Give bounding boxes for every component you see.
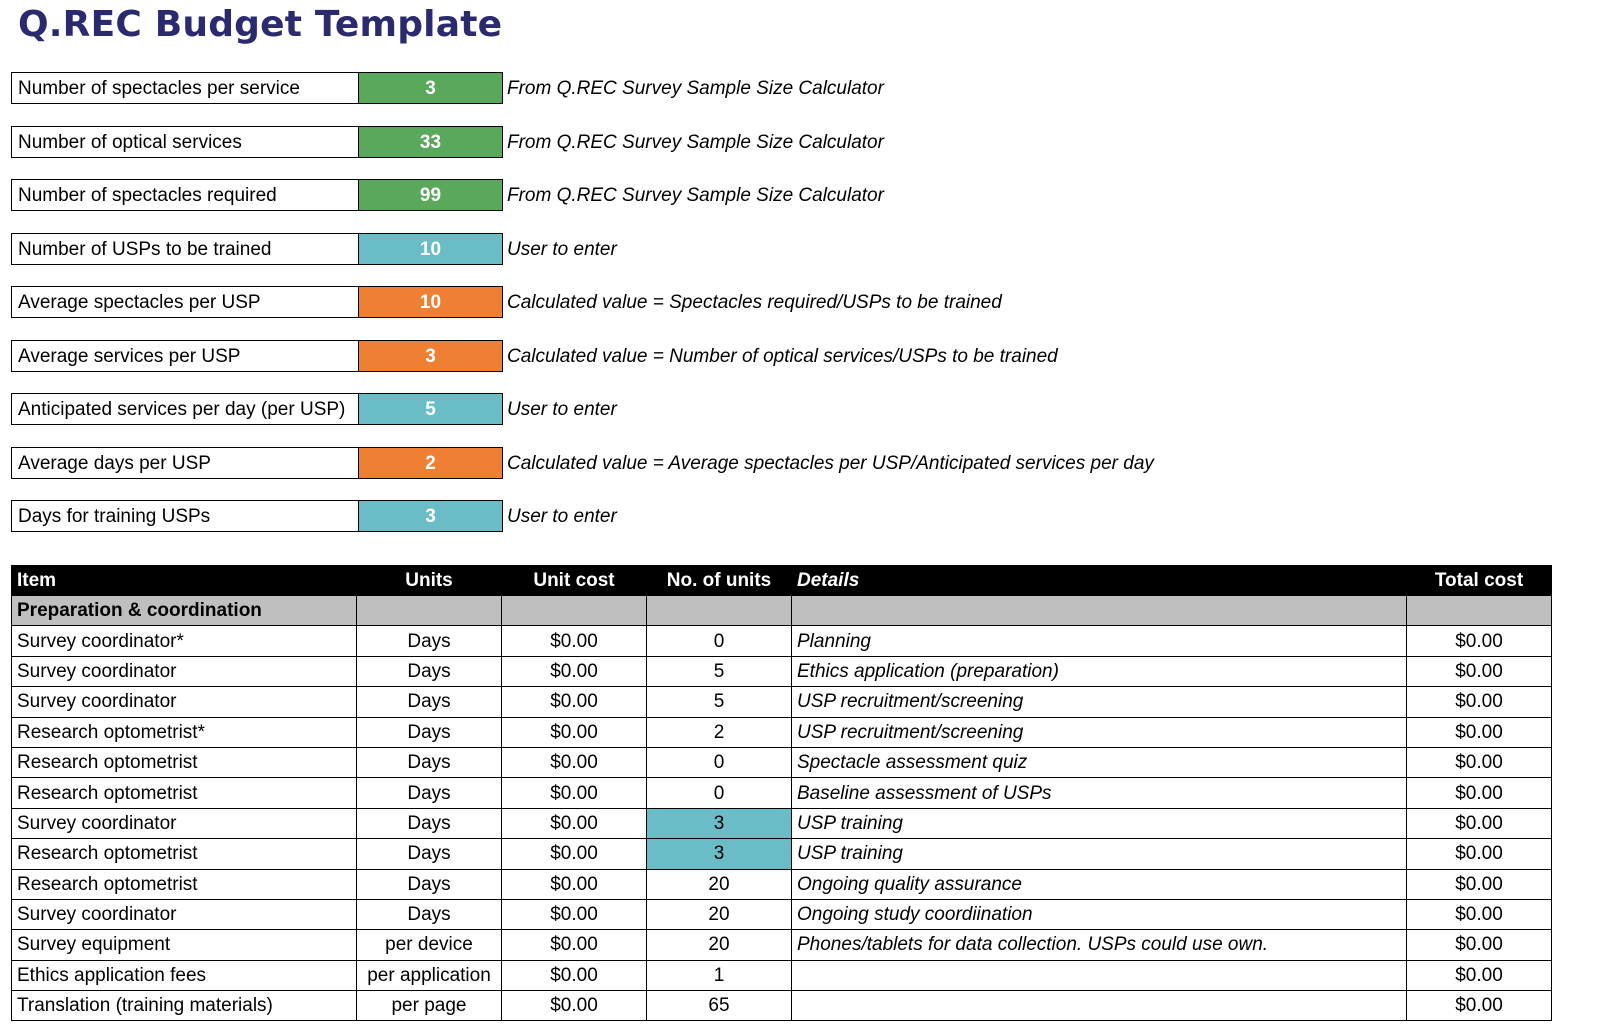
cell-details[interactable]: USP recruitment/screening <box>792 717 1407 747</box>
cell-total-cost[interactable]: $0.00 <box>1407 778 1552 808</box>
section-cell[interactable] <box>1407 596 1552 626</box>
table-row <box>12 839 1552 869</box>
parameter-value-cell[interactable]: 33 <box>358 126 503 158</box>
cell-units[interactable]: Days <box>357 626 502 656</box>
cell-no-of-units[interactable]: 20 <box>647 899 792 929</box>
cell-units[interactable]: per page <box>357 991 502 1021</box>
cell-total-cost[interactable]: $0.00 <box>1407 747 1552 777</box>
cell-unit-cost[interactable]: $0.00 <box>502 960 647 990</box>
parameter-note[interactable]: Calculated value = Spectacles required/USPs to be trained <box>507 292 1002 313</box>
section-title[interactable]: Preparation & coordination <box>12 596 357 626</box>
cell-item[interactable]: Research optometrist <box>12 839 357 869</box>
cell-total-cost[interactable]: $0.00 <box>1407 687 1552 717</box>
cell-no-of-units[interactable]: 20 <box>647 930 792 960</box>
parameter-value-cell[interactable]: 10 <box>358 286 503 318</box>
table-header-row <box>12 566 1552 596</box>
cell-no-of-units[interactable]: 1 <box>647 960 792 990</box>
parameter-label[interactable]: Number of spectacles required <box>11 179 363 211</box>
cell-no-of-units[interactable]: 5 <box>647 656 792 686</box>
cell-item[interactable]: Survey coordinator <box>12 808 357 838</box>
cell-units[interactable]: Days <box>357 869 502 899</box>
cell-details[interactable] <box>792 960 1407 990</box>
parameter-note[interactable]: From Q.REC Survey Sample Size Calculator <box>507 185 884 206</box>
cell-units[interactable]: Days <box>357 778 502 808</box>
cell-total-cost[interactable]: $0.00 <box>1407 626 1552 656</box>
table-row <box>12 687 1552 717</box>
header-total-cost[interactable]: Total cost <box>1407 566 1552 596</box>
page-title: Q.REC Budget Template <box>18 4 503 45</box>
cell-details[interactable]: Planning <box>792 626 1407 656</box>
cell-no-of-units[interactable]: 2 <box>647 717 792 747</box>
cell-item[interactable]: Survey coordinator <box>12 687 357 717</box>
parameter-note[interactable]: User to enter <box>507 238 617 260</box>
cell-item[interactable]: Research optometrist* <box>12 717 357 747</box>
cell-units[interactable]: Days <box>357 899 502 929</box>
parameter-note[interactable]: Calculated value = Number of optical services/USPs to be trained <box>507 345 1058 367</box>
parameter-note[interactable]: From Q.REC Survey Sample Size Calculator <box>507 78 884 99</box>
cell-unit-cost[interactable]: $0.00 <box>502 869 647 899</box>
cell-no-of-units[interactable]: 65 <box>647 991 792 1021</box>
parameter-note[interactable]: From Q.REC Survey Sample Size Calculator <box>507 131 884 153</box>
table-row <box>12 626 1552 656</box>
cell-units[interactable]: Days <box>357 808 502 838</box>
parameter-value-cell[interactable]: 99 <box>358 179 503 211</box>
cell-unit-cost[interactable]: $0.00 <box>502 626 647 656</box>
cell-details[interactable]: USP recruitment/screening <box>792 687 1407 717</box>
parameter-label[interactable]: Number of spectacles per service <box>11 72 363 104</box>
cell-item[interactable]: Research optometrist <box>12 778 357 808</box>
parameter-value-cell[interactable]: 3 <box>358 500 503 532</box>
table-row <box>12 778 1552 808</box>
cell-total-cost[interactable]: $0.00 <box>1407 991 1552 1021</box>
cell-item[interactable]: Survey coordinator* <box>12 626 357 656</box>
header-details[interactable]: Details <box>792 566 1407 596</box>
table-row <box>12 899 1552 929</box>
cell-details[interactable]: Baseline assessment of USPs <box>792 778 1407 808</box>
parameter-value-cell[interactable]: 5 <box>358 393 503 425</box>
parameter-value-cell[interactable]: 2 <box>358 447 503 479</box>
cell-unit-cost[interactable]: $0.00 <box>502 991 647 1021</box>
parameter-value-cell[interactable]: 3 <box>358 340 503 372</box>
parameter-label[interactable]: Days for training USPs <box>11 500 363 532</box>
cell-details[interactable]: Phones/tablets for data collection. USPs could use own. <box>792 930 1407 960</box>
cell-unit-cost[interactable]: $0.00 <box>502 747 647 777</box>
header-no-of-units[interactable]: No. of units <box>647 566 792 596</box>
table-row <box>12 656 1552 686</box>
cell-total-cost[interactable]: $0.00 <box>1407 899 1552 929</box>
cell-details[interactable]: Spectacle assessment quiz <box>792 747 1407 777</box>
cell-total-cost[interactable]: $0.00 <box>1407 869 1552 899</box>
parameter-label[interactable]: Anticipated services per day (per USP) <box>11 393 363 425</box>
parameter-value-cell[interactable]: 3 <box>358 72 503 104</box>
table-row <box>12 991 1552 1021</box>
cell-details[interactable]: USP training <box>792 808 1407 838</box>
cell-units[interactable]: per device <box>357 930 502 960</box>
parameter-note[interactable]: User to enter <box>507 399 617 420</box>
parameter-label[interactable]: Number of optical services <box>11 126 363 158</box>
table-row <box>12 717 1552 747</box>
cell-item[interactable]: Survey equipment <box>12 930 357 960</box>
cell-item[interactable]: Survey coordinator <box>12 656 357 686</box>
cell-unit-cost[interactable]: $0.00 <box>502 899 647 929</box>
header-unit-cost[interactable]: Unit cost <box>502 566 647 596</box>
parameter-value-cell[interactable]: 10 <box>358 233 503 265</box>
cell-units[interactable]: Days <box>357 687 502 717</box>
cell-total-cost[interactable]: $0.00 <box>1407 656 1552 686</box>
header-units[interactable]: Units <box>357 566 502 596</box>
cell-item[interactable]: Survey coordinator <box>12 899 357 929</box>
cell-no-of-units[interactable]: 0 <box>647 778 792 808</box>
cell-item[interactable]: Translation (training materials) <box>12 991 357 1021</box>
parameter-note[interactable]: User to enter <box>507 506 617 527</box>
table-row <box>12 869 1552 899</box>
cell-unit-cost[interactable]: $0.00 <box>502 778 647 808</box>
table-row <box>12 808 1552 838</box>
cell-units[interactable]: Days <box>357 656 502 686</box>
cell-details[interactable]: Ongoing quality assurance <box>792 869 1407 899</box>
cell-unit-cost[interactable]: $0.00 <box>502 717 647 747</box>
cell-total-cost[interactable]: $0.00 <box>1407 808 1552 838</box>
cell-total-cost[interactable]: $0.00 <box>1407 839 1552 869</box>
table-row <box>12 747 1552 777</box>
header-item[interactable]: Item <box>12 566 357 596</box>
cell-no-of-units[interactable]: 0 <box>647 626 792 656</box>
cell-unit-cost[interactable]: $0.00 <box>502 687 647 717</box>
cell-details[interactable]: Ongoing study coordiination <box>792 899 1407 929</box>
cell-units[interactable]: Days <box>357 747 502 777</box>
budget-table <box>11 565 1552 1021</box>
cell-no-of-units[interactable]: 0 <box>647 747 792 777</box>
cell-unit-cost[interactable]: $0.00 <box>502 930 647 960</box>
section-cell[interactable] <box>647 596 792 626</box>
cell-units[interactable]: Days <box>357 839 502 869</box>
cell-total-cost[interactable]: $0.00 <box>1407 930 1552 960</box>
cell-item[interactable]: Ethics application fees <box>12 960 357 990</box>
cell-units[interactable]: per application <box>357 960 502 990</box>
cell-total-cost[interactable]: $0.00 <box>1407 717 1552 747</box>
parameter-label[interactable]: Average days per USP <box>11 447 363 479</box>
parameter-note[interactable]: Calculated value = Average spectacles per USP/Anticipated services per day <box>507 452 1154 474</box>
cell-no-of-units[interactable]: 5 <box>647 687 792 717</box>
table-row <box>12 930 1552 960</box>
cell-no-of-units[interactable]: 20 <box>647 869 792 899</box>
cell-total-cost[interactable]: $0.00 <box>1407 960 1552 990</box>
parameter-label[interactable]: Number of USPs to be trained <box>11 233 363 265</box>
cell-details[interactable]: Ethics application (preparation) <box>792 656 1407 686</box>
parameter-label[interactable]: Average services per USP <box>11 340 363 372</box>
parameter-label[interactable]: Average spectacles per USP <box>11 286 363 318</box>
cell-details[interactable]: USP training <box>792 839 1407 869</box>
section-cell[interactable] <box>502 596 647 626</box>
section-row <box>12 596 1552 626</box>
cell-unit-cost[interactable]: $0.00 <box>502 808 647 838</box>
cell-item[interactable]: Research optometrist <box>12 869 357 899</box>
cell-no-of-units[interactable]: 3 <box>647 808 792 838</box>
section-cell[interactable] <box>792 596 1407 626</box>
cell-details[interactable] <box>792 991 1407 1021</box>
cell-unit-cost[interactable]: $0.00 <box>502 839 647 869</box>
cell-units[interactable]: Days <box>357 717 502 747</box>
section-cell[interactable] <box>357 596 502 626</box>
table-row <box>12 960 1552 990</box>
cell-unit-cost[interactable]: $0.00 <box>502 656 647 686</box>
cell-item[interactable]: Research optometrist <box>12 747 357 777</box>
cell-no-of-units[interactable]: 3 <box>647 839 792 869</box>
